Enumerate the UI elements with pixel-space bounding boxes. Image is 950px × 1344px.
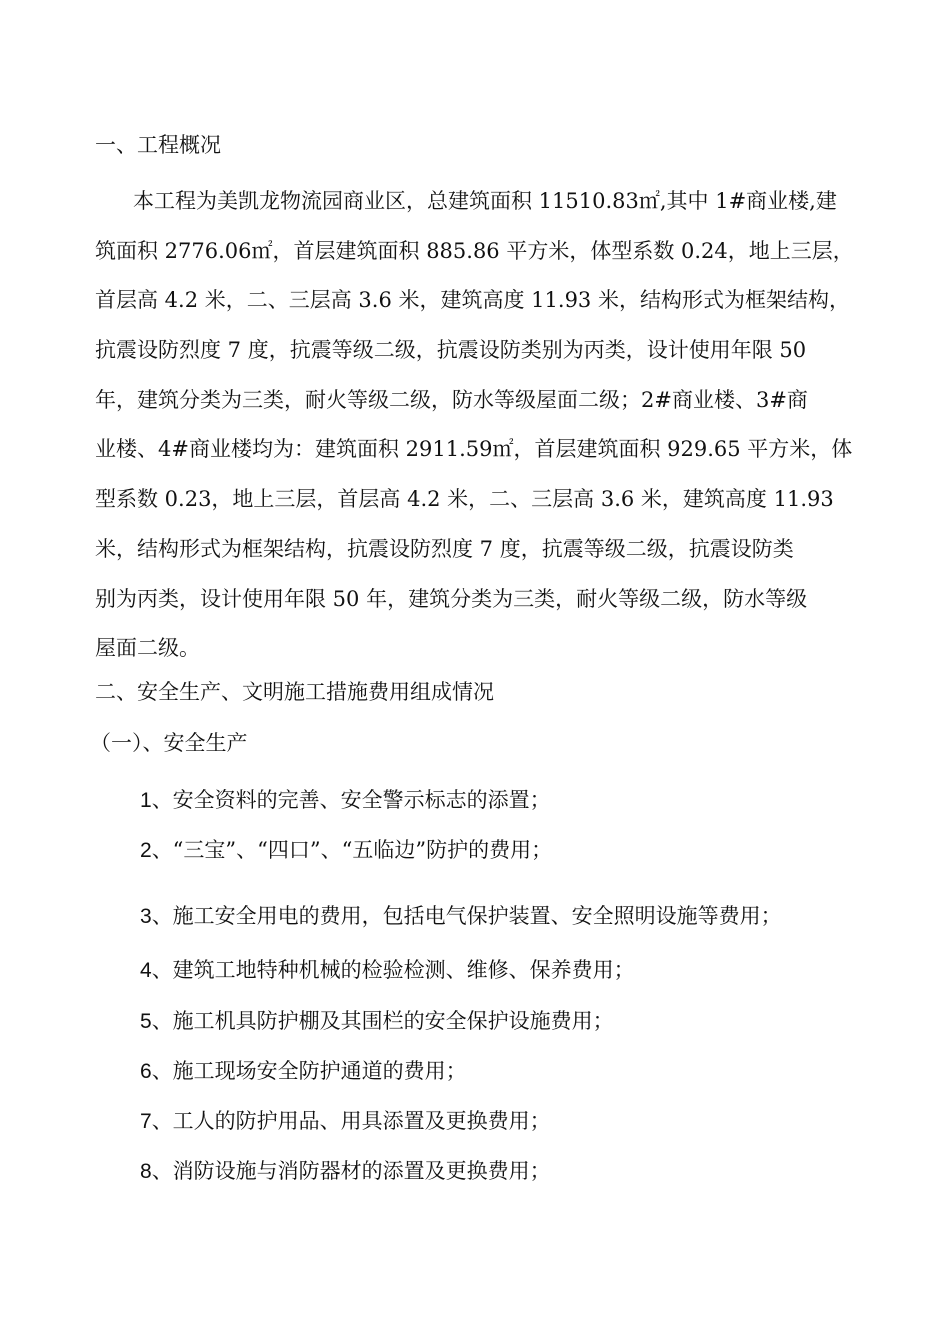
paragraph-line: 抗震设防烈度 7 度，抗震等级二级，抗震设防类别为丙类，设计使用年限 50 xyxy=(95,338,807,363)
paragraph-line: 筑面积 2776.06㎡，首层建筑面积 885.86 平方米，体型系数 0.24，地上三层， xyxy=(95,238,854,263)
paragraph-line: 型系数 0.23，地上三层，首层高 4.2 米，二、三层高 3.6 米，建筑高度 11.93 xyxy=(95,487,834,512)
paragraph-line: 业楼、4#商业楼均为：建筑面积 2911.59㎡，首层建筑面积 929.65 平方米，体 xyxy=(95,437,853,462)
section-heading-project-overview: 一、工程概况 xyxy=(95,133,221,157)
list-item-number: 7 xyxy=(140,1110,152,1133)
list-item-number: 8 xyxy=(140,1160,152,1183)
list-item xyxy=(140,901,782,932)
paragraph-line: 别为丙类，设计使用年限 50 年，建筑分类为三类，耐火等级二级，防水等级 xyxy=(95,586,808,611)
list-item-text: 、建筑工地特种机械的检验检测、维修、保养费用； xyxy=(151,958,635,982)
list-item-text: 、“三宝”、“四口”、“五临边”防护的费用； xyxy=(151,838,553,862)
paragraph-line: 首层高 4.2 米，二、三层高 3.6 米，建筑高度 11.93 米，结构形式为框架结构， xyxy=(95,288,850,313)
list-item xyxy=(140,955,635,986)
paragraph-line: 米，结构形式为框架结构，抗震设防烈度 7 度，抗震等级二级，抗震设防类 xyxy=(95,536,794,561)
list-item-number: 2 xyxy=(140,839,152,862)
list-item-text: 、施工现场安全防护通道的费用； xyxy=(151,1059,467,1083)
list-item xyxy=(140,1156,551,1187)
list-item xyxy=(140,1106,551,1137)
paragraph-line: 屋面二级。 xyxy=(95,636,200,661)
list-item-text: 、消防设施与消防器材的添置及更换费用； xyxy=(151,1159,551,1183)
list-item-text: 、工人的防护用品、用具添置及更换费用； xyxy=(151,1109,551,1133)
list-item-text: 、施工机具防护棚及其围栏的安全保护设施费用； xyxy=(151,1009,614,1033)
list-item-text: 、安全资料的完善、安全警示标志的添置； xyxy=(151,788,551,812)
list-item xyxy=(140,1006,614,1037)
list-item-number: 1 xyxy=(140,789,152,812)
paragraph-line: 本工程为美凯龙物流园商业区，总建筑面积 11510.83㎡,其中 1#商业楼,建 xyxy=(133,189,837,213)
paragraph-line: 年，建筑分类为三类，耐火等级二级，防水等级屋面二级；2#商业楼、3#商 xyxy=(95,387,808,412)
list-item xyxy=(140,835,552,866)
list-item xyxy=(140,785,551,816)
list-item-text: 、施工安全用电的费用，包括电气保护装置、安全照明设施等费用； xyxy=(151,904,782,928)
project-overview-paragraph xyxy=(95,177,865,674)
subsection-heading-safety-production: （一）、安全生产 xyxy=(90,731,248,755)
list-item-number: 5 xyxy=(140,1010,152,1033)
list-item-number: 4 xyxy=(140,959,152,982)
section-heading-safety-costs: 二、安全生产、文明施工措施费用组成情况 xyxy=(95,680,494,704)
list-item-number: 6 xyxy=(140,1060,152,1083)
list-item xyxy=(140,1056,467,1087)
list-item-number: 3 xyxy=(140,905,152,928)
